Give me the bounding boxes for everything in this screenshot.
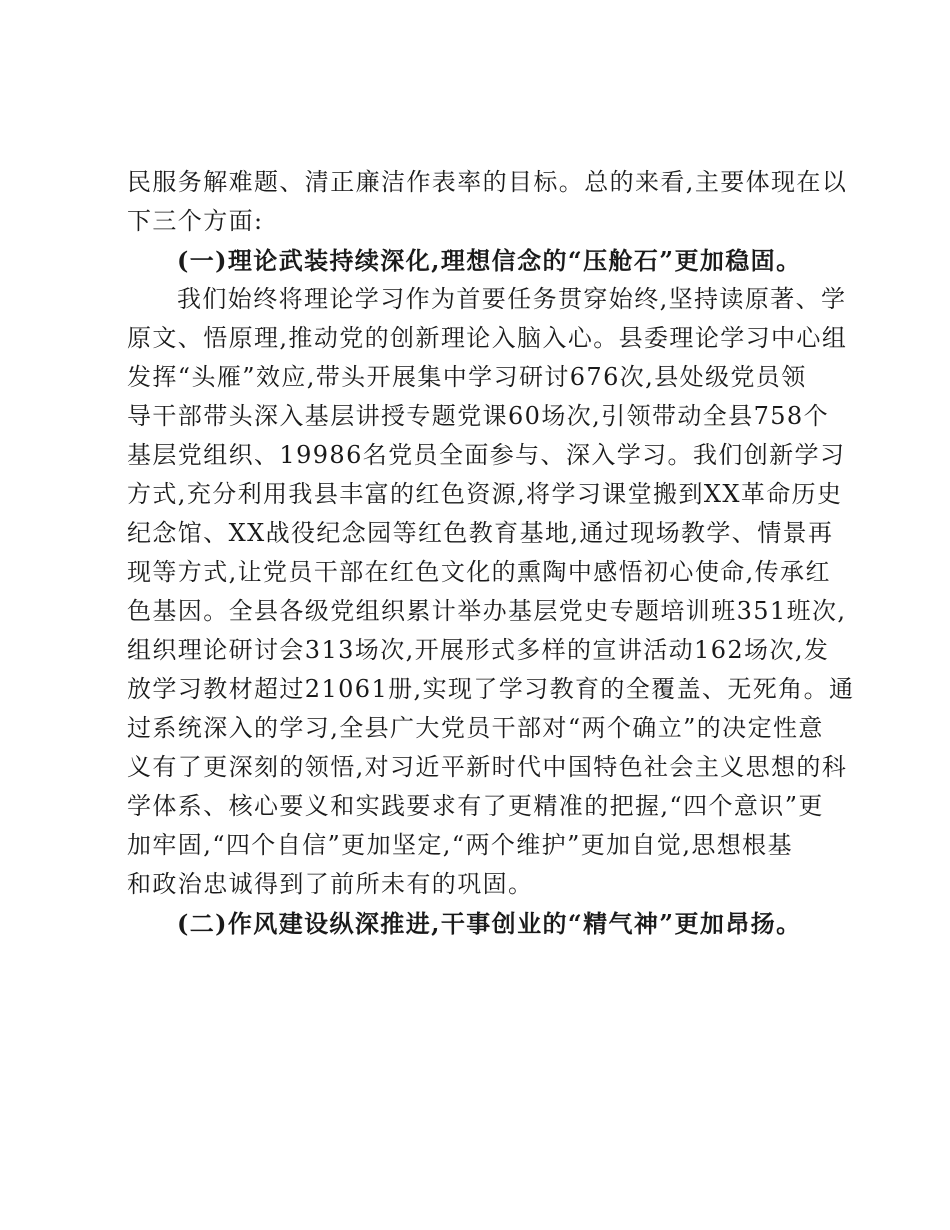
body-text-line: 纪念馆、XX战役纪念园等红色教育基地,通过现场教学、情景再 [127,519,834,547]
body-text-line: 组织理论研讨会313场次,开展形式多样的宣讲活动162场次,发 [127,636,830,664]
body-text-line: 过系统深入的学习,全县广大党员干部对“两个确立”的决定性意 [127,714,824,742]
body-text-line: 基层党组织、19986名党员全面参与、深入学习。我们创新学习 [127,441,846,469]
body-text-line: 和政治忠诚得到了前所未有的巩固。 [127,870,534,898]
section-heading-2: (二)作风建设纵深推进,干事创业的“精气神”更加昂扬。 [177,909,802,938]
section-heading-1: (一)理论武装持续深化,理想信念的“压舱石”更加稳固。 [177,246,802,275]
paragraph-first-line: 我们始终将理论学习作为首要任务贯穿始终,坚持读原著、学 [177,285,847,313]
body-text-line: 民服务解难题、清正廉洁作表率的目标。总的来看,主要体现在以 [127,168,848,196]
body-text-line: 方式,充分利用我县丰富的红色资源,将学习课堂搬到XX革命历史 [127,480,843,508]
body-text-line: 义有了更深刻的领悟,对习近平新时代中国特色社会主义思想的科 [127,753,848,781]
body-text-line: 学体系、核心要义和实践要求有了更精准的把握,“四个意识”更 [127,792,824,820]
body-text-line: 放学习教材超过21061册,实现了学习教育的全覆盖、无死角。通 [127,675,855,703]
body-text-line: 加牢固,“四个自信”更加坚定,“两个维护”更加自觉,思想根基 [127,831,793,859]
body-text-line: 色基因。全县各级党组织累计举办基层党史专题培训班351班次, [127,597,847,625]
body-text-line: 发挥“头雁”效应,带头开展集中学习研讨676次,县处级党员领 [127,363,807,391]
body-text-line: 现等方式,让党员干部在红色文化的熏陶中感悟初心使命,传承红 [127,558,831,586]
body-text-line: 导干部带头深入基层讲授专题党课60场次,引领带动全县758个 [127,402,829,430]
body-text-line: 原文、悟原理,推动党的创新理论入脑入心。县委理论学习中心组 [127,324,848,352]
body-text-line: 下三个方面: [127,207,264,235]
document-page [127,163,855,943]
